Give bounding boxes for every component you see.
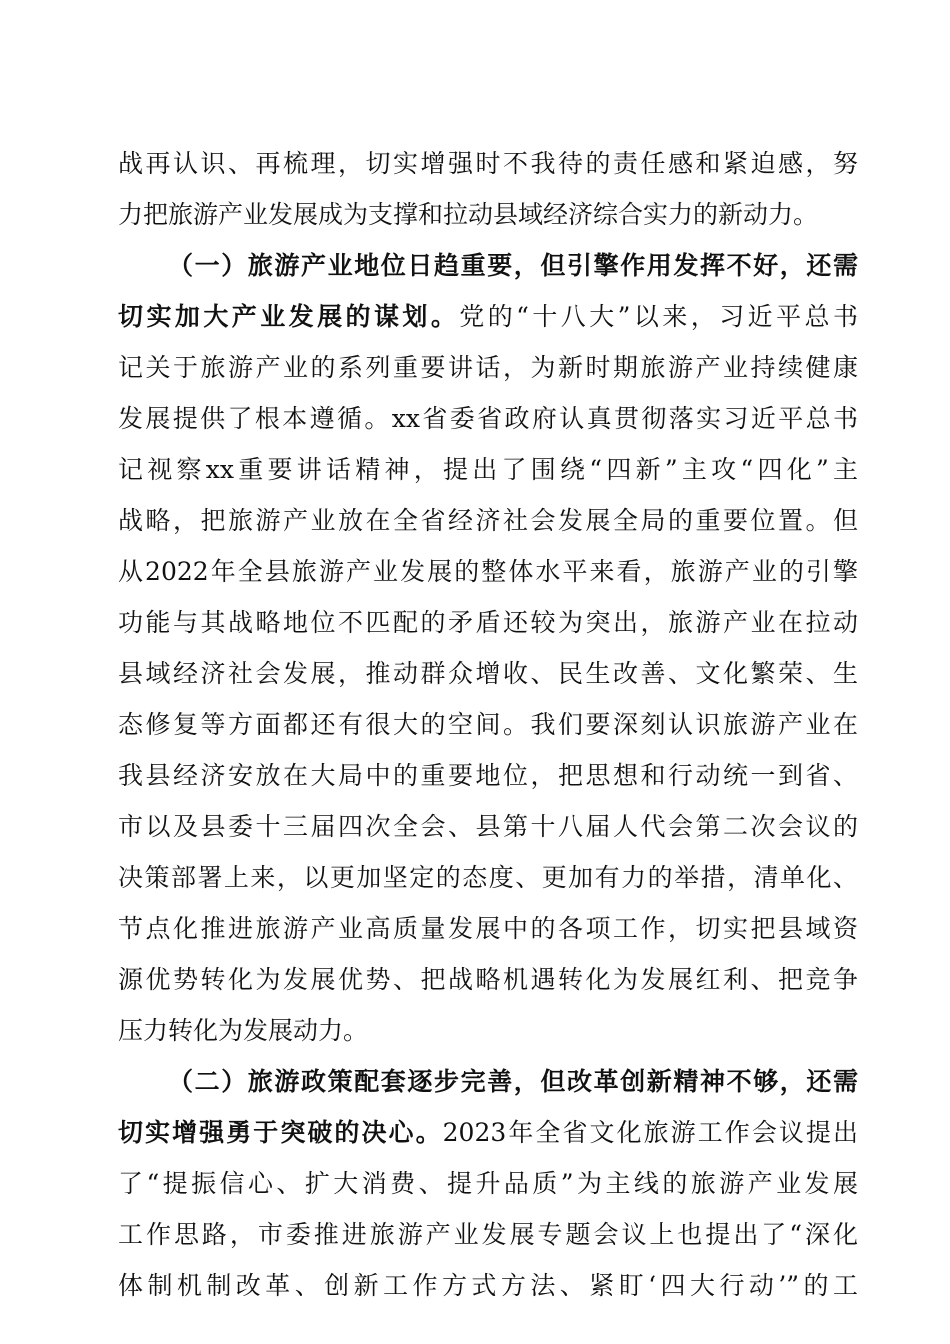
section-heading-1: （一）旅游产业地位日趋重要，但引擎作用发挥不好，还需	[168, 251, 858, 280]
text-line: 态修复等方面都还有很大的空间。我们要深刻认识旅游产业在	[118, 710, 858, 739]
section-heading-1-end: 切实加大产业发展的谋划。	[118, 302, 460, 331]
text-line: 工作思路，市委推进旅游产业发展专题会议上也提出了“深化	[118, 1220, 858, 1249]
text-line	[118, 291, 858, 342]
section-heading-2: （二）旅游政策配套逐步完善，但改革创新精神不够，还需	[168, 1067, 858, 1096]
text-line: 了“提振信心、扩大消费、提升品质”为主线的旅游产业发展	[118, 1169, 858, 1198]
text-line: 决策部署上来，以更加坚定的态度、更加有力的举措，清单化、	[118, 863, 858, 892]
text-line: 我县经济安放在大局中的重要地位，把思想和行动统一到省、	[118, 761, 858, 790]
text-line: 记关于旅游产业的系列重要讲话，为新时期旅游产业持续健康	[118, 353, 858, 382]
text-line: 战略，把旅游产业放在全省经济社会发展全局的重要位置。但	[118, 506, 858, 535]
text-run: 党的“十八大”以来，习近平总书	[459, 302, 858, 331]
text-line: 战再认识、再梳理，切实增强时不我待的责任感和紧迫感，努	[118, 149, 858, 178]
text-line: 压力转化为发展动力。	[118, 1016, 369, 1045]
text-line: 节点化推进旅游产业高质量发展中的各项工作，切实把县域资	[118, 914, 858, 943]
section-heading-2-end: 切实增强勇于突破的决心。	[118, 1118, 443, 1147]
text-line: 从2022年全县旅游产业发展的整体水平来看，旅游产业的引擎	[118, 557, 858, 586]
text-line: 发展提供了根本遵循。xx省委省政府认真贯彻落实习近平总书	[118, 404, 858, 433]
text-line: 县域经济社会发展，推动群众增收、民生改善、文化繁荣、生	[118, 659, 858, 688]
text-line: 市以及县委十三届四次全会、县第十八届人代会第二次会议的	[118, 812, 858, 841]
text-run: 2023年全省文化旅游工作会议提出	[442, 1118, 858, 1147]
text-line: 力把旅游产业发展成为支撑和拉动县域经济综合实力的新动力。	[118, 200, 819, 229]
text-line	[118, 1107, 858, 1158]
document-body	[118, 138, 858, 1311]
text-line: 体制机制改革、创新工作方式方法、紧盯‘四大行动’”的工	[118, 1271, 858, 1300]
text-line: 功能与其战略地位不匹配的矛盾还较为突出，旅游产业在拉动	[118, 608, 858, 637]
text-line: 源优势转化为发展优势、把战略机遇转化为发展红利、把竞争	[118, 965, 858, 994]
text-line: 记视察xx重要讲话精神，提出了围绕“四新”主攻“四化”主	[118, 455, 858, 484]
